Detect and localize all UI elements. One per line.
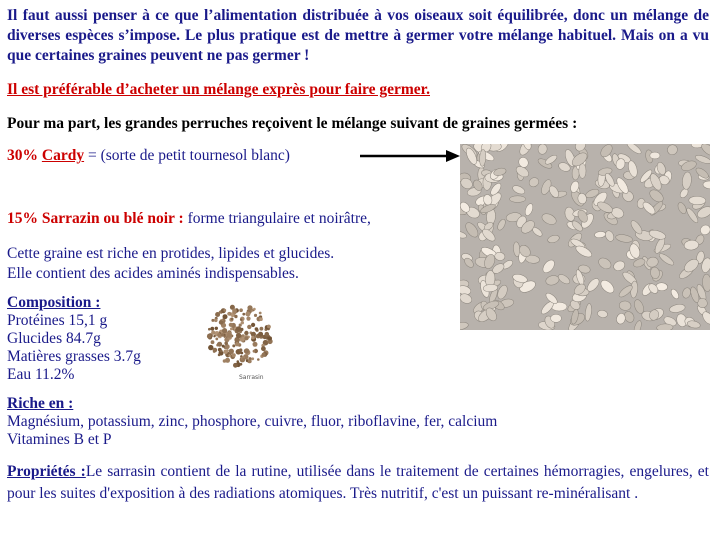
cardy-line <box>7 147 290 165</box>
riche-title: Riche en : <box>7 395 74 412</box>
description <box>7 244 447 284</box>
right-arrow-icon <box>360 147 460 165</box>
intro-paragraph: Il faut aussi penser à ce que l’alimentation distribuée à vos oiseaux soit équilibrée, donc un mélange de diverses espèces s’impose. Le plus pratique est de mettre à germer votre mélange habituel. Mais on a vu que certaines graines peuvent ne pas germer ! <box>7 7 709 64</box>
cardy-name: Cardy <box>41 147 85 164</box>
advice-line <box>7 81 430 99</box>
cardy-percent: 30% <box>7 147 38 164</box>
cardy-desc: = (sorte de petit tournesol blanc) <box>84 147 290 164</box>
composition-item: Matières grasses 3.7g <box>7 348 141 365</box>
description-line: Elle contient des acides aminés indispensables. <box>7 265 299 282</box>
mix-intro: Pour ma part, les grandes perruches reçoivent le mélange suivant de graines germées : <box>7 115 578 132</box>
buckwheat-photo <box>205 298 275 370</box>
cardy-seeds-photo <box>460 144 710 330</box>
buckwheat-caption: Sarrasin <box>239 374 264 381</box>
riche-line: Vitamines B et P <box>7 431 112 448</box>
composition-title: Composition : <box>7 294 101 311</box>
properties-text: Le sarrasin contient de la rutine, utilisée dans le traitement de certaines hémorragies, engelures, et pour les suites d'exposition à des radiations atomiques. Très nutritif, c'est un puissant re-minéralisant . <box>7 463 709 502</box>
description-line: Cette graine est riche en protides, lipides et glucides. <box>7 245 335 262</box>
composition-item: Eau 11.2% <box>7 366 75 383</box>
properties-section <box>7 461 709 505</box>
advice-text: Il est préférable d’acheter un mélange exprès pour faire germer. <box>7 81 430 98</box>
composition-item: Glucides 84.7g <box>7 330 101 347</box>
sarrazin-desc: forme triangulaire et noirâtre, <box>183 210 371 227</box>
properties-title: Propriétés : <box>7 463 86 480</box>
composition <box>7 294 141 384</box>
riche-section <box>7 395 497 449</box>
sarrazin-line <box>7 210 371 228</box>
composition-item: Protéines 15,1 g <box>7 312 108 329</box>
sarrazin-label: 15% Sarrazin ou blé noir : <box>7 210 184 227</box>
riche-line: Magnésium, potassium, zinc, phosphore, cuivre, fluor, riboflavine, fer, calcium <box>7 413 498 430</box>
